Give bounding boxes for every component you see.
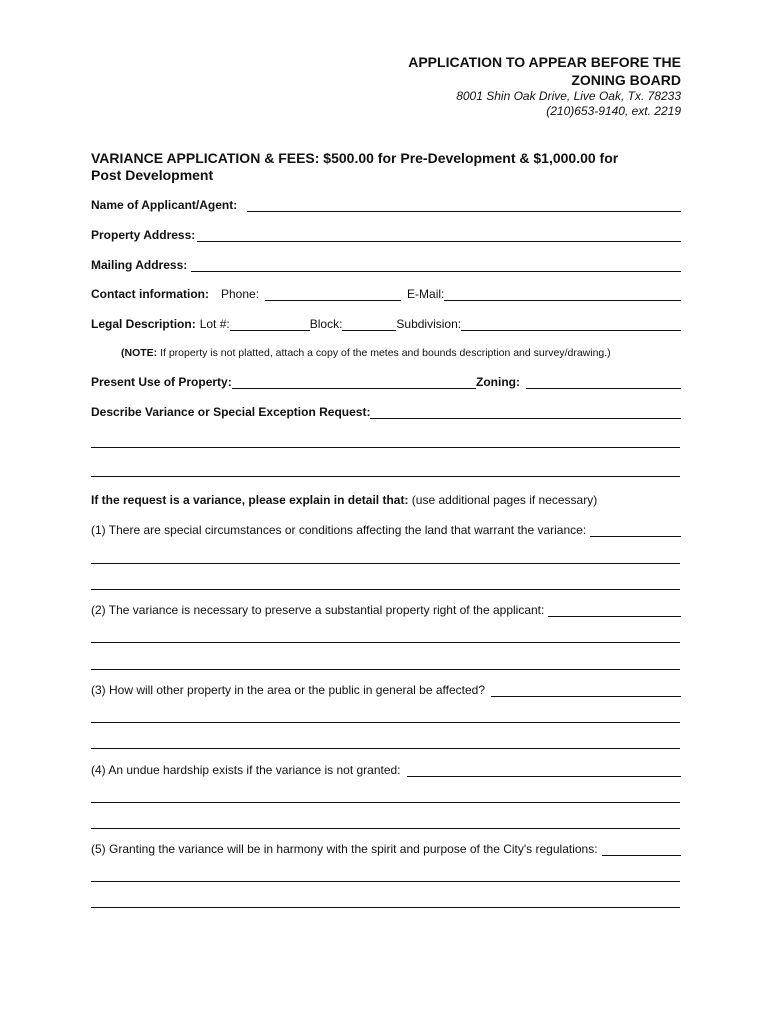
mailing-address-row	[91, 258, 681, 272]
block-label: Block:	[309, 317, 343, 331]
variance-intro-bold: If the request is a variance, please explain in detail that:	[91, 493, 409, 507]
fees-heading-line2: Post Development	[91, 167, 214, 183]
variance-intro	[91, 493, 681, 507]
mailing-address-label: Mailing Address:	[91, 258, 188, 272]
property-address-row	[91, 228, 681, 242]
question-1-blank-line-1[interactable]	[91, 563, 680, 564]
question-2-field[interactable]	[548, 604, 681, 617]
lot-field[interactable]	[230, 318, 310, 331]
describe-row	[91, 405, 681, 419]
applicant-label: Name of Applicant/Agent:	[91, 198, 238, 212]
question-3-label: (3) How will other property in the area or the public in general be affected?	[91, 683, 486, 697]
phone-field[interactable]	[265, 288, 401, 301]
form-title-line2: ZONING BOARD	[571, 72, 681, 88]
question-4-blank-line-1[interactable]	[91, 802, 680, 803]
question-3-field[interactable]	[491, 684, 681, 697]
applicant-row	[91, 198, 681, 212]
question-2-label: (2) The variance is necessary to preserve a substantial property right of the applicant:	[91, 603, 545, 617]
question-1-blank-line-2[interactable]	[91, 589, 680, 590]
describe-label: Describe Variance or Special Exception Request:	[91, 405, 371, 419]
mailing-address-field[interactable]	[191, 259, 681, 272]
question-2-blank-line-2[interactable]	[91, 669, 680, 670]
subdivision-field[interactable]	[461, 318, 681, 331]
note-prefix: (NOTE:	[121, 347, 158, 359]
question-4-blank-line-2[interactable]	[91, 828, 680, 829]
zoning-label: Zoning:	[476, 375, 520, 389]
subdivision-label: Subdivision:	[396, 317, 462, 331]
question-5-field[interactable]	[602, 843, 681, 856]
property-address-field[interactable]	[197, 229, 681, 242]
question-4-field[interactable]	[407, 764, 681, 777]
question-4-row	[91, 763, 681, 777]
present-use-field[interactable]	[232, 376, 476, 389]
question-3-row	[91, 683, 681, 697]
question-3-blank-line-2[interactable]	[91, 748, 680, 749]
question-5-label: (5) Granting the variance will be in harmony with the spirit and purpose of the City's regulations:	[91, 842, 598, 856]
question-1-field[interactable]	[590, 524, 681, 537]
describe-blank-line-2[interactable]	[91, 476, 680, 477]
question-1-label: (1) There are special circumstances or conditions affecting the land that warrant the variance:	[91, 523, 587, 537]
describe-field[interactable]	[370, 406, 681, 419]
office-address: 8001 Shin Oak Drive, Live Oak, Tx. 78233	[456, 89, 681, 103]
variance-intro-note: (use additional pages if necessary)	[408, 493, 598, 507]
describe-blank-line-1[interactable]	[91, 447, 680, 448]
question-2-row	[91, 603, 681, 617]
contact-row	[91, 287, 681, 301]
property-address-label: Property Address:	[91, 228, 196, 242]
contact-label: Contact information:	[91, 287, 209, 301]
phone-label: Phone:	[221, 287, 260, 301]
email-field[interactable]	[444, 288, 681, 301]
question-2-blank-line-1[interactable]	[91, 642, 680, 643]
present-use-label: Present Use of Property:	[91, 375, 232, 389]
question-3-blank-line-1[interactable]	[91, 722, 680, 723]
question-5-row	[91, 842, 681, 856]
fees-heading-line1: VARIANCE APPLICATION & FEES: $500.00 for Pre-Development & $1,000.00 for	[91, 150, 619, 166]
legal-description-label: Legal Description:	[91, 317, 196, 331]
lot-label: Lot #:	[199, 317, 230, 331]
question-1-row	[91, 523, 681, 537]
office-phone: (210)653-9140, ext. 2219	[546, 104, 681, 118]
question-5-blank-line-2[interactable]	[91, 907, 680, 908]
question-5-blank-line-1[interactable]	[91, 881, 680, 882]
block-field[interactable]	[342, 318, 396, 331]
applicant-field[interactable]	[247, 199, 681, 212]
note-text: If property is not platted, attach a copy of the metes and bounds description and survey/drawing.)	[157, 347, 611, 359]
email-label: E-Mail:	[407, 287, 445, 301]
question-4-label: (4) An undue hardship exists if the variance is not granted:	[91, 763, 401, 777]
present-use-row	[91, 375, 681, 389]
form-title-line1: APPLICATION TO APPEAR BEFORE THE	[408, 54, 681, 70]
platting-note	[121, 347, 611, 360]
zoning-field[interactable]	[526, 376, 681, 389]
legal-description-row	[91, 317, 681, 331]
